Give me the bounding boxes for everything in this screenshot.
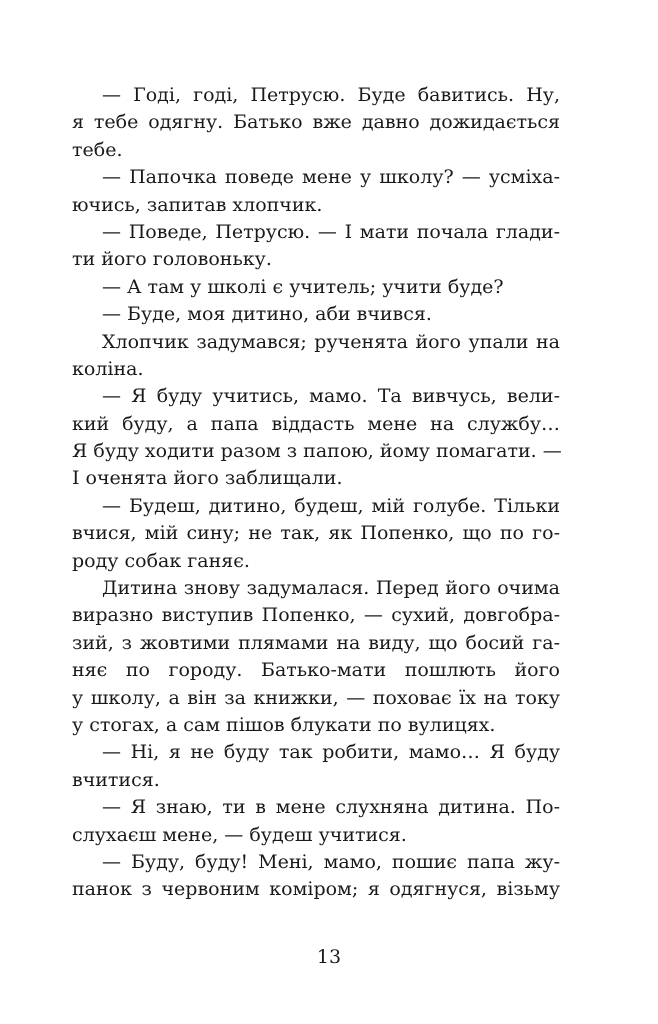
paragraph [72,575,560,739]
paragraph [72,219,560,274]
paragraph [72,301,560,328]
paragraph [72,493,560,575]
text-line: кий буду, а папа віддасть мене на службу… [72,412,560,435]
text-line: вчитися. [72,768,160,791]
text-line: виразно виступив Попенко, — сухий, довгобра- [72,604,560,627]
text-line: — Я знаю, ти в мене слухняна дитина. По- [102,796,560,819]
paragraph [72,739,560,794]
paragraph [72,274,560,301]
page-number: 13 [316,946,342,968]
page-body [72,82,560,904]
text-line: слухаєш мене, — будеш учитися. [72,823,407,846]
paragraph [72,329,560,384]
paragraph [72,383,560,493]
text-line: Дитина знову задумалася. Перед його очима [102,577,560,600]
text-line: Хлопчик задумався; рученята його упали на [102,330,560,353]
text-line: І оченята його заблищали. [72,467,343,490]
text-line: Я буду ходити разом з папою, йому помагати. — [72,440,562,463]
text-line: — Буде, моя дитино, аби вчився. [102,303,432,326]
text-line: у школу, а він за книжки, — поховає їх на току [72,686,560,709]
text-line: няє по городу. Батько-мати пошлють його [72,659,560,682]
text-line: роду собак ганяє. [72,549,250,572]
text-line: у стогах, а сам пішов блукати по вулицях. [72,713,496,736]
text-line: ючись, запитав хлопчик. [72,193,323,216]
text-line: вчися, мій сину; не так, як Попенко, що по го- [72,522,560,545]
paragraph [72,794,560,849]
text-line: коліна. [72,357,144,380]
paragraph [72,164,560,219]
text-line: зий, з жовтими плямами на виду, що босий га- [72,631,560,654]
text-line: — А там у школі є учитель; учити буде? [102,275,504,298]
text-line: — Я буду учитись, мамо. Та вивчусь, вели- [102,385,560,408]
text-line: — Буду, буду! Мені, мамо, пошиє папа жу- [102,850,560,873]
text-line: — Поведе, Петрусю. — І мати почала глади- [102,220,560,243]
text-line: панок з червоним коміром; я одягнуся, візьму [72,878,560,901]
text-line: тебе. [72,138,123,161]
paragraph [72,82,560,164]
text-line: — Ні, я не буду так робити, мамо… Я буду [102,741,560,764]
text-line: я тебе одягну. Батько вже давно дожидається [72,111,560,134]
text-line: — Годі, годі, Петрусю. Буде бавитись. Ну, [102,84,560,106]
text-line: — Папочка поведе мене у школу? — усміха- [102,166,560,189]
text-line: — Будеш, дитино, будеш, мій голубе. Тільки [102,494,560,517]
text-line: ти його головоньку. [72,248,272,271]
paragraph [72,849,560,904]
